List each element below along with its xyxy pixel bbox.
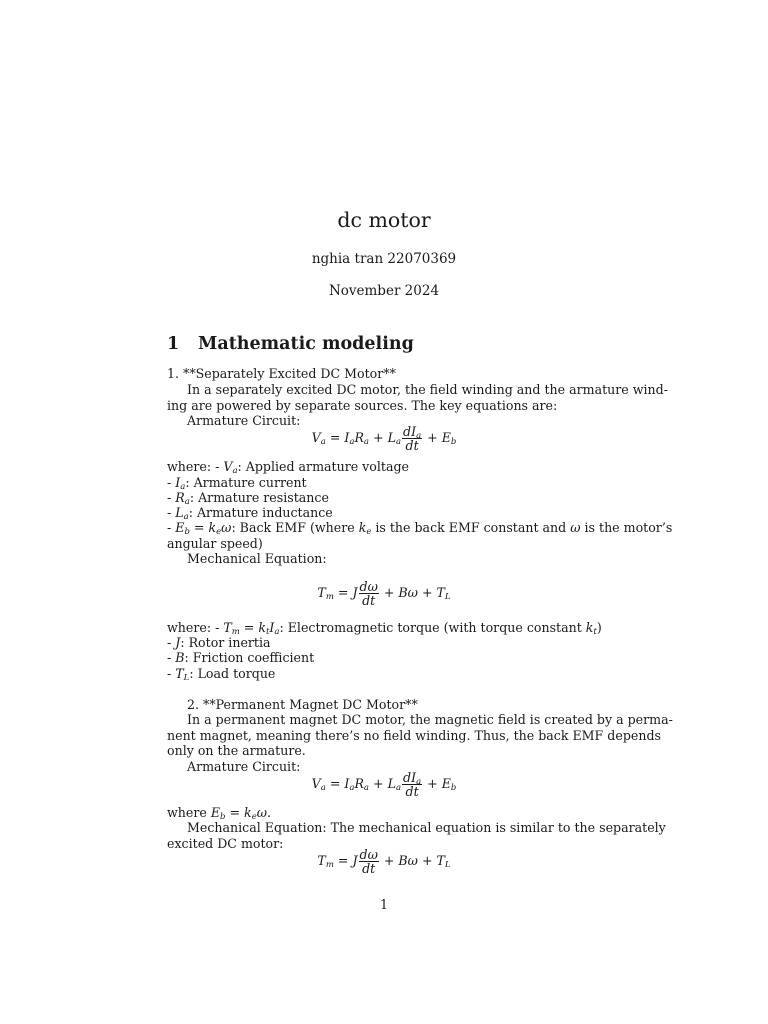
tl-desc: : Load torque xyxy=(189,666,276,681)
s1-paragraph-line: In a separately excited DC motor, the field winding and the armature wind- xyxy=(187,382,668,397)
s2-paragraph-line: nent magnet, meaning there’s no field winding. Thus, the back EMF depends xyxy=(167,728,661,743)
section-heading xyxy=(167,332,414,356)
s1-heading: 1. **Separately Excited DC Motor** xyxy=(167,366,396,381)
ia-desc: : Armature current xyxy=(185,475,307,490)
eb-desc-c: is the motor’s xyxy=(580,520,673,535)
s2-where-eb: where $E_b = k_e\omega$. xyxy=(167,805,272,822)
s1-def-tl: - $T_L$: Load torque xyxy=(167,666,276,683)
page-number: 1 xyxy=(379,897,388,912)
s1-def-la: - $L_a$: Armature inductance xyxy=(167,505,333,522)
s1-armature-label: Armature Circuit: xyxy=(187,413,301,428)
tm-desc-a: : Electromagnetic torque (with torque constant xyxy=(279,620,586,635)
eb-desc-a: : Back EMF (where xyxy=(231,520,359,535)
va-desc: : Applied armature voltage xyxy=(237,459,409,474)
armature-equation-1: $V_a = I_aR_a + L_a$ $\frac{dI_a}{dt}$ + $E_b$ xyxy=(311,424,457,453)
la-desc: : Armature inductance xyxy=(188,505,333,520)
document-title: dc motor xyxy=(337,208,431,232)
where-prefix: where: - xyxy=(167,459,224,474)
s1-mech-label: Mechanical Equation: xyxy=(187,551,327,566)
s1-def-eb-cont: angular speed) xyxy=(167,536,263,551)
s2-mech-line: Mechanical Equation: The mechanical equation is similar to the separately xyxy=(187,820,666,835)
document-author: nghia tran 22070369 xyxy=(311,251,457,267)
section-number: 1 xyxy=(167,334,180,354)
j-desc: : Rotor inertia xyxy=(180,635,271,650)
b-desc: : Friction coefficient xyxy=(184,650,315,665)
section-title: Mathematic modeling xyxy=(198,334,414,354)
document-date: November 2024 xyxy=(328,283,440,299)
s2-armature-label: Armature Circuit: xyxy=(187,759,301,774)
where-prefix: where: - xyxy=(167,620,224,635)
eb-desc-b: is the back EMF constant and xyxy=(371,520,571,535)
mechanical-equation-1: $T_m = J$ $\frac{d\omega}{dt}$ + $B\omega + T_L$ xyxy=(317,579,451,608)
s1-where-tm: where: - $T_m = k_tI_a$: Electromagnetic torque (with torque constant $k_t$) xyxy=(167,620,602,637)
s2-mech-line: excited DC motor: xyxy=(167,836,284,851)
s1-def-j: - J: Rotor inertia xyxy=(167,635,271,650)
tm-desc-b: ) xyxy=(596,620,602,635)
s1-def-ra: - $R_a$: Armature resistance xyxy=(167,490,329,507)
s1-where-va: where: - $V_a$: Applied armature voltage xyxy=(167,459,409,476)
where-prefix: where xyxy=(167,805,211,820)
s2-paragraph-line: only on the armature. xyxy=(167,743,306,758)
s1-def-b: - B: Friction coefficient xyxy=(167,650,315,665)
s2-heading: 2. **Permanent Magnet DC Motor** xyxy=(187,697,418,712)
ra-desc: : Armature resistance xyxy=(189,490,329,505)
s1-def-ia: - $I_a$: Armature current xyxy=(167,475,307,492)
s1-def-eb: - $E_b = k_e\omega$: Back EMF (where $k_e$ is the back EMF constant and ω is the motor’s xyxy=(167,520,673,537)
mechanical-equation-2: $T_m = J$ $\frac{d\omega}{dt}$ + $B\omega + T_L$ xyxy=(317,847,451,876)
s2-paragraph-line: In a permanent magnet DC motor, the magnetic field is created by a perma- xyxy=(187,712,673,727)
s1-paragraph-line: ing are powered by separate sources. The key equations are: xyxy=(167,398,558,413)
armature-equation-2: $V_a = I_aR_a + L_a$ $\frac{dI_a}{dt}$ + $E_b$ xyxy=(311,770,457,799)
